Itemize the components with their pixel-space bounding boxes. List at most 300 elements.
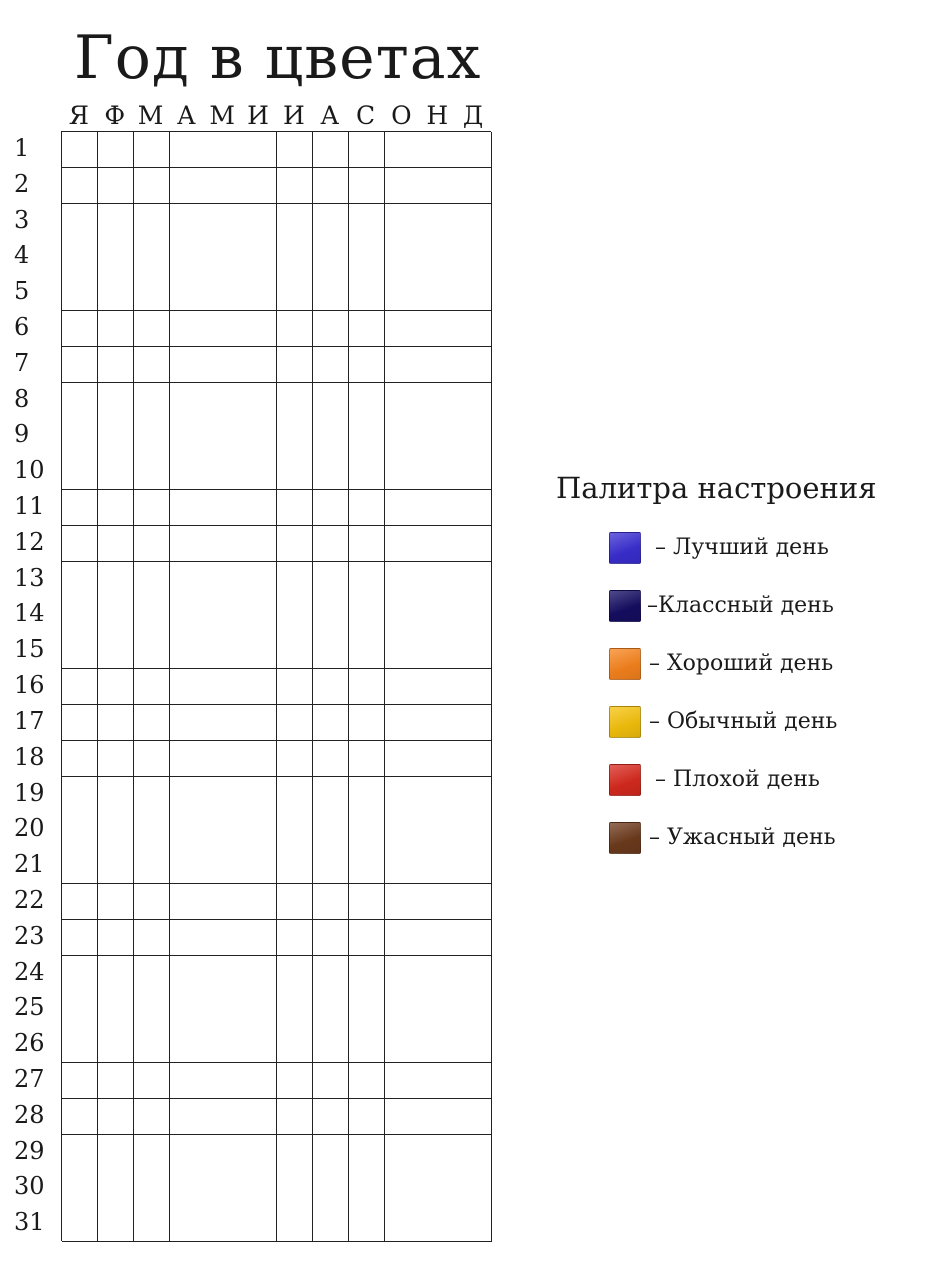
- day-cell[interactable]: [134, 597, 170, 633]
- day-cell[interactable]: [134, 311, 170, 347]
- day-cell[interactable]: [241, 741, 277, 777]
- day-cell[interactable]: [277, 812, 313, 848]
- day-cell[interactable]: [98, 418, 134, 454]
- day-cell[interactable]: [385, 1027, 421, 1063]
- day-cell[interactable]: [134, 562, 170, 598]
- day-cell[interactable]: [313, 526, 349, 562]
- day-cell[interactable]: [241, 1027, 277, 1063]
- day-cell[interactable]: [349, 1135, 385, 1171]
- day-cell[interactable]: [349, 1063, 385, 1099]
- day-cell[interactable]: [134, 1099, 170, 1135]
- day-cell[interactable]: [62, 526, 98, 562]
- day-cell[interactable]: [62, 1170, 98, 1206]
- day-cell[interactable]: [420, 991, 456, 1027]
- day-cell[interactable]: [134, 490, 170, 526]
- day-cell[interactable]: [385, 991, 421, 1027]
- day-cell[interactable]: [241, 168, 277, 204]
- day-cell[interactable]: [98, 490, 134, 526]
- day-cell[interactable]: [349, 526, 385, 562]
- day-cell[interactable]: [62, 1063, 98, 1099]
- day-cell[interactable]: [205, 1027, 241, 1063]
- day-cell[interactable]: [170, 633, 206, 669]
- day-cell[interactable]: [98, 812, 134, 848]
- day-cell[interactable]: [385, 204, 421, 240]
- day-cell[interactable]: [241, 812, 277, 848]
- day-cell[interactable]: [420, 275, 456, 311]
- day-cell[interactable]: [62, 204, 98, 240]
- day-cell[interactable]: [62, 884, 98, 920]
- day-cell[interactable]: [62, 132, 98, 168]
- day-cell[interactable]: [277, 132, 313, 168]
- day-cell[interactable]: [313, 920, 349, 956]
- day-cell[interactable]: [313, 168, 349, 204]
- day-cell[interactable]: [456, 562, 492, 598]
- day-cell[interactable]: [385, 848, 421, 884]
- day-cell[interactable]: [205, 347, 241, 383]
- day-cell[interactable]: [98, 597, 134, 633]
- day-cell[interactable]: [349, 418, 385, 454]
- day-cell[interactable]: [205, 204, 241, 240]
- day-cell[interactable]: [134, 884, 170, 920]
- day-cell[interactable]: [456, 848, 492, 884]
- day-cell[interactable]: [98, 454, 134, 490]
- day-cell[interactable]: [134, 1206, 170, 1242]
- day-cell[interactable]: [205, 454, 241, 490]
- day-cell[interactable]: [205, 275, 241, 311]
- day-cell[interactable]: [205, 1135, 241, 1171]
- day-cell[interactable]: [349, 311, 385, 347]
- day-cell[interactable]: [313, 956, 349, 992]
- day-cell[interactable]: [420, 418, 456, 454]
- day-cell[interactable]: [313, 633, 349, 669]
- day-cell[interactable]: [170, 239, 206, 275]
- day-cell[interactable]: [205, 991, 241, 1027]
- day-cell[interactable]: [456, 812, 492, 848]
- day-cell[interactable]: [170, 1170, 206, 1206]
- day-cell[interactable]: [456, 239, 492, 275]
- day-cell[interactable]: [98, 777, 134, 813]
- day-cell[interactable]: [205, 1099, 241, 1135]
- day-cell[interactable]: [456, 741, 492, 777]
- day-cell[interactable]: [456, 168, 492, 204]
- day-cell[interactable]: [313, 1206, 349, 1242]
- day-cell[interactable]: [170, 562, 206, 598]
- day-cell[interactable]: [456, 275, 492, 311]
- day-cell[interactable]: [241, 777, 277, 813]
- day-cell[interactable]: [98, 204, 134, 240]
- day-cell[interactable]: [62, 1027, 98, 1063]
- day-cell[interactable]: [420, 633, 456, 669]
- day-cell[interactable]: [170, 777, 206, 813]
- day-cell[interactable]: [277, 633, 313, 669]
- day-cell[interactable]: [456, 347, 492, 383]
- day-cell[interactable]: [98, 1135, 134, 1171]
- day-cell[interactable]: [456, 204, 492, 240]
- day-cell[interactable]: [349, 204, 385, 240]
- day-cell[interactable]: [420, 490, 456, 526]
- day-cell[interactable]: [277, 705, 313, 741]
- day-cell[interactable]: [241, 1135, 277, 1171]
- day-cell[interactable]: [170, 705, 206, 741]
- day-cell[interactable]: [277, 275, 313, 311]
- day-cell[interactable]: [62, 741, 98, 777]
- day-cell[interactable]: [277, 991, 313, 1027]
- day-cell[interactable]: [456, 991, 492, 1027]
- day-cell[interactable]: [134, 454, 170, 490]
- day-cell[interactable]: [170, 311, 206, 347]
- day-cell[interactable]: [170, 1063, 206, 1099]
- day-cell[interactable]: [205, 741, 241, 777]
- day-cell[interactable]: [456, 490, 492, 526]
- day-cell[interactable]: [241, 239, 277, 275]
- day-cell[interactable]: [456, 383, 492, 419]
- day-cell[interactable]: [385, 526, 421, 562]
- day-cell[interactable]: [62, 490, 98, 526]
- day-cell[interactable]: [313, 1170, 349, 1206]
- day-cell[interactable]: [134, 991, 170, 1027]
- day-cell[interactable]: [420, 1170, 456, 1206]
- day-cell[interactable]: [98, 633, 134, 669]
- day-cell[interactable]: [385, 920, 421, 956]
- day-cell[interactable]: [62, 669, 98, 705]
- day-cell[interactable]: [349, 956, 385, 992]
- day-cell[interactable]: [98, 741, 134, 777]
- day-cell[interactable]: [385, 275, 421, 311]
- day-cell[interactable]: [98, 705, 134, 741]
- day-cell[interactable]: [420, 812, 456, 848]
- day-cell[interactable]: [313, 669, 349, 705]
- day-cell[interactable]: [205, 490, 241, 526]
- day-cell[interactable]: [385, 1170, 421, 1206]
- day-cell[interactable]: [277, 383, 313, 419]
- day-cell[interactable]: [385, 239, 421, 275]
- day-cell[interactable]: [277, 204, 313, 240]
- day-cell[interactable]: [313, 239, 349, 275]
- day-cell[interactable]: [98, 239, 134, 275]
- day-cell[interactable]: [62, 597, 98, 633]
- day-cell[interactable]: [170, 669, 206, 705]
- day-cell[interactable]: [62, 383, 98, 419]
- day-cell[interactable]: [205, 597, 241, 633]
- day-cell[interactable]: [134, 204, 170, 240]
- day-cell[interactable]: [313, 204, 349, 240]
- day-cell[interactable]: [385, 347, 421, 383]
- day-cell[interactable]: [241, 597, 277, 633]
- day-cell[interactable]: [385, 633, 421, 669]
- day-cell[interactable]: [62, 1206, 98, 1242]
- day-cell[interactable]: [62, 275, 98, 311]
- day-cell[interactable]: [420, 920, 456, 956]
- day-cell[interactable]: [313, 562, 349, 598]
- day-cell[interactable]: [420, 168, 456, 204]
- day-cell[interactable]: [456, 526, 492, 562]
- day-cell[interactable]: [205, 669, 241, 705]
- day-cell[interactable]: [62, 347, 98, 383]
- day-cell[interactable]: [385, 884, 421, 920]
- day-cell[interactable]: [349, 669, 385, 705]
- day-cell[interactable]: [277, 1099, 313, 1135]
- day-cell[interactable]: [134, 347, 170, 383]
- day-cell[interactable]: [456, 1170, 492, 1206]
- day-cell[interactable]: [349, 777, 385, 813]
- day-cell[interactable]: [420, 239, 456, 275]
- day-cell[interactable]: [98, 168, 134, 204]
- day-cell[interactable]: [134, 848, 170, 884]
- day-cell[interactable]: [170, 1027, 206, 1063]
- day-cell[interactable]: [313, 1063, 349, 1099]
- day-cell[interactable]: [62, 705, 98, 741]
- day-cell[interactable]: [349, 1206, 385, 1242]
- day-cell[interactable]: [98, 991, 134, 1027]
- day-cell[interactable]: [313, 311, 349, 347]
- day-cell[interactable]: [170, 526, 206, 562]
- day-cell[interactable]: [277, 1170, 313, 1206]
- day-cell[interactable]: [277, 956, 313, 992]
- day-cell[interactable]: [420, 1063, 456, 1099]
- day-cell[interactable]: [456, 418, 492, 454]
- day-cell[interactable]: [349, 705, 385, 741]
- day-cell[interactable]: [170, 454, 206, 490]
- day-cell[interactable]: [134, 812, 170, 848]
- day-cell[interactable]: [170, 597, 206, 633]
- day-cell[interactable]: [420, 956, 456, 992]
- day-cell[interactable]: [62, 168, 98, 204]
- day-cell[interactable]: [277, 168, 313, 204]
- day-cell[interactable]: [277, 669, 313, 705]
- day-cell[interactable]: [385, 132, 421, 168]
- day-cell[interactable]: [62, 454, 98, 490]
- day-cell[interactable]: [241, 633, 277, 669]
- day-cell[interactable]: [349, 168, 385, 204]
- day-cell[interactable]: [456, 777, 492, 813]
- day-cell[interactable]: [134, 777, 170, 813]
- day-cell[interactable]: [385, 597, 421, 633]
- day-cell[interactable]: [170, 204, 206, 240]
- day-cell[interactable]: [385, 1063, 421, 1099]
- day-cell[interactable]: [420, 311, 456, 347]
- day-cell[interactable]: [98, 526, 134, 562]
- day-cell[interactable]: [420, 1206, 456, 1242]
- day-cell[interactable]: [456, 669, 492, 705]
- day-cell[interactable]: [170, 956, 206, 992]
- day-cell[interactable]: [170, 812, 206, 848]
- day-cell[interactable]: [385, 562, 421, 598]
- day-cell[interactable]: [420, 777, 456, 813]
- day-cell[interactable]: [241, 490, 277, 526]
- day-cell[interactable]: [205, 884, 241, 920]
- day-cell[interactable]: [420, 669, 456, 705]
- day-cell[interactable]: [98, 1027, 134, 1063]
- day-cell[interactable]: [349, 848, 385, 884]
- day-cell[interactable]: [420, 1027, 456, 1063]
- day-cell[interactable]: [205, 1063, 241, 1099]
- day-cell[interactable]: [385, 383, 421, 419]
- day-cell[interactable]: [456, 597, 492, 633]
- day-cell[interactable]: [205, 920, 241, 956]
- day-cell[interactable]: [313, 848, 349, 884]
- day-cell[interactable]: [205, 848, 241, 884]
- day-cell[interactable]: [241, 311, 277, 347]
- day-cell[interactable]: [313, 597, 349, 633]
- day-cell[interactable]: [98, 1170, 134, 1206]
- day-cell[interactable]: [205, 418, 241, 454]
- day-cell[interactable]: [134, 741, 170, 777]
- day-cell[interactable]: [62, 812, 98, 848]
- day-cell[interactable]: [420, 741, 456, 777]
- day-cell[interactable]: [313, 991, 349, 1027]
- day-cell[interactable]: [385, 490, 421, 526]
- day-cell[interactable]: [277, 1135, 313, 1171]
- day-cell[interactable]: [134, 132, 170, 168]
- day-cell[interactable]: [241, 383, 277, 419]
- day-cell[interactable]: [241, 562, 277, 598]
- day-cell[interactable]: [170, 1135, 206, 1171]
- day-cell[interactable]: [420, 132, 456, 168]
- day-cell[interactable]: [170, 275, 206, 311]
- day-cell[interactable]: [277, 741, 313, 777]
- day-cell[interactable]: [277, 777, 313, 813]
- day-cell[interactable]: [456, 454, 492, 490]
- day-cell[interactable]: [385, 669, 421, 705]
- day-cell[interactable]: [277, 597, 313, 633]
- day-cell[interactable]: [98, 1099, 134, 1135]
- day-cell[interactable]: [420, 597, 456, 633]
- day-cell[interactable]: [98, 275, 134, 311]
- day-cell[interactable]: [420, 204, 456, 240]
- day-cell[interactable]: [134, 1135, 170, 1171]
- day-cell[interactable]: [277, 848, 313, 884]
- day-cell[interactable]: [313, 490, 349, 526]
- day-cell[interactable]: [420, 383, 456, 419]
- day-cell[interactable]: [420, 848, 456, 884]
- day-cell[interactable]: [170, 884, 206, 920]
- day-cell[interactable]: [456, 1099, 492, 1135]
- day-cell[interactable]: [385, 812, 421, 848]
- day-cell[interactable]: [170, 991, 206, 1027]
- day-cell[interactable]: [205, 132, 241, 168]
- day-cell[interactable]: [456, 1063, 492, 1099]
- day-cell[interactable]: [456, 1206, 492, 1242]
- day-cell[interactable]: [170, 132, 206, 168]
- day-cell[interactable]: [241, 956, 277, 992]
- day-cell[interactable]: [205, 956, 241, 992]
- day-cell[interactable]: [349, 812, 385, 848]
- day-cell[interactable]: [420, 1099, 456, 1135]
- day-cell[interactable]: [456, 1027, 492, 1063]
- day-cell[interactable]: [349, 347, 385, 383]
- day-cell[interactable]: [62, 777, 98, 813]
- day-cell[interactable]: [134, 275, 170, 311]
- day-cell[interactable]: [134, 956, 170, 992]
- day-cell[interactable]: [313, 275, 349, 311]
- day-cell[interactable]: [313, 418, 349, 454]
- day-cell[interactable]: [313, 383, 349, 419]
- day-cell[interactable]: [62, 562, 98, 598]
- day-cell[interactable]: [134, 633, 170, 669]
- day-cell[interactable]: [134, 1027, 170, 1063]
- day-cell[interactable]: [205, 311, 241, 347]
- day-cell[interactable]: [241, 132, 277, 168]
- day-cell[interactable]: [349, 884, 385, 920]
- day-cell[interactable]: [385, 168, 421, 204]
- day-cell[interactable]: [62, 991, 98, 1027]
- day-cell[interactable]: [170, 848, 206, 884]
- day-cell[interactable]: [385, 418, 421, 454]
- day-cell[interactable]: [241, 669, 277, 705]
- day-cell[interactable]: [62, 311, 98, 347]
- day-cell[interactable]: [241, 275, 277, 311]
- day-cell[interactable]: [420, 526, 456, 562]
- day-cell[interactable]: [385, 705, 421, 741]
- day-cell[interactable]: [241, 1206, 277, 1242]
- day-cell[interactable]: [385, 1135, 421, 1171]
- day-cell[interactable]: [349, 920, 385, 956]
- day-cell[interactable]: [456, 311, 492, 347]
- day-cell[interactable]: [98, 669, 134, 705]
- day-cell[interactable]: [170, 1206, 206, 1242]
- day-cell[interactable]: [349, 275, 385, 311]
- day-cell[interactable]: [277, 562, 313, 598]
- day-cell[interactable]: [277, 311, 313, 347]
- day-cell[interactable]: [134, 418, 170, 454]
- day-cell[interactable]: [420, 562, 456, 598]
- day-cell[interactable]: [385, 454, 421, 490]
- day-cell[interactable]: [241, 884, 277, 920]
- day-cell[interactable]: [241, 526, 277, 562]
- day-cell[interactable]: [241, 418, 277, 454]
- day-cell[interactable]: [313, 884, 349, 920]
- day-cell[interactable]: [349, 239, 385, 275]
- day-cell[interactable]: [241, 1063, 277, 1099]
- day-cell[interactable]: [277, 1063, 313, 1099]
- day-cell[interactable]: [62, 956, 98, 992]
- day-cell[interactable]: [349, 490, 385, 526]
- day-cell[interactable]: [134, 920, 170, 956]
- day-cell[interactable]: [277, 920, 313, 956]
- day-cell[interactable]: [420, 884, 456, 920]
- day-cell[interactable]: [241, 991, 277, 1027]
- day-cell[interactable]: [277, 884, 313, 920]
- day-cell[interactable]: [170, 383, 206, 419]
- day-cell[interactable]: [170, 741, 206, 777]
- day-cell[interactable]: [349, 454, 385, 490]
- day-cell[interactable]: [205, 777, 241, 813]
- day-cell[interactable]: [349, 597, 385, 633]
- day-cell[interactable]: [349, 741, 385, 777]
- day-cell[interactable]: [349, 1027, 385, 1063]
- day-cell[interactable]: [205, 633, 241, 669]
- day-cell[interactable]: [205, 239, 241, 275]
- day-cell[interactable]: [420, 347, 456, 383]
- day-cell[interactable]: [98, 956, 134, 992]
- day-cell[interactable]: [313, 454, 349, 490]
- day-cell[interactable]: [349, 991, 385, 1027]
- day-cell[interactable]: [349, 633, 385, 669]
- day-cell[interactable]: [420, 705, 456, 741]
- day-cell[interactable]: [277, 418, 313, 454]
- day-cell[interactable]: [456, 633, 492, 669]
- day-cell[interactable]: [134, 168, 170, 204]
- day-cell[interactable]: [98, 383, 134, 419]
- day-cell[interactable]: [205, 168, 241, 204]
- day-cell[interactable]: [205, 812, 241, 848]
- day-cell[interactable]: [62, 1099, 98, 1135]
- day-cell[interactable]: [205, 1170, 241, 1206]
- day-cell[interactable]: [277, 454, 313, 490]
- day-cell[interactable]: [277, 1206, 313, 1242]
- day-cell[interactable]: [134, 705, 170, 741]
- day-cell[interactable]: [385, 1099, 421, 1135]
